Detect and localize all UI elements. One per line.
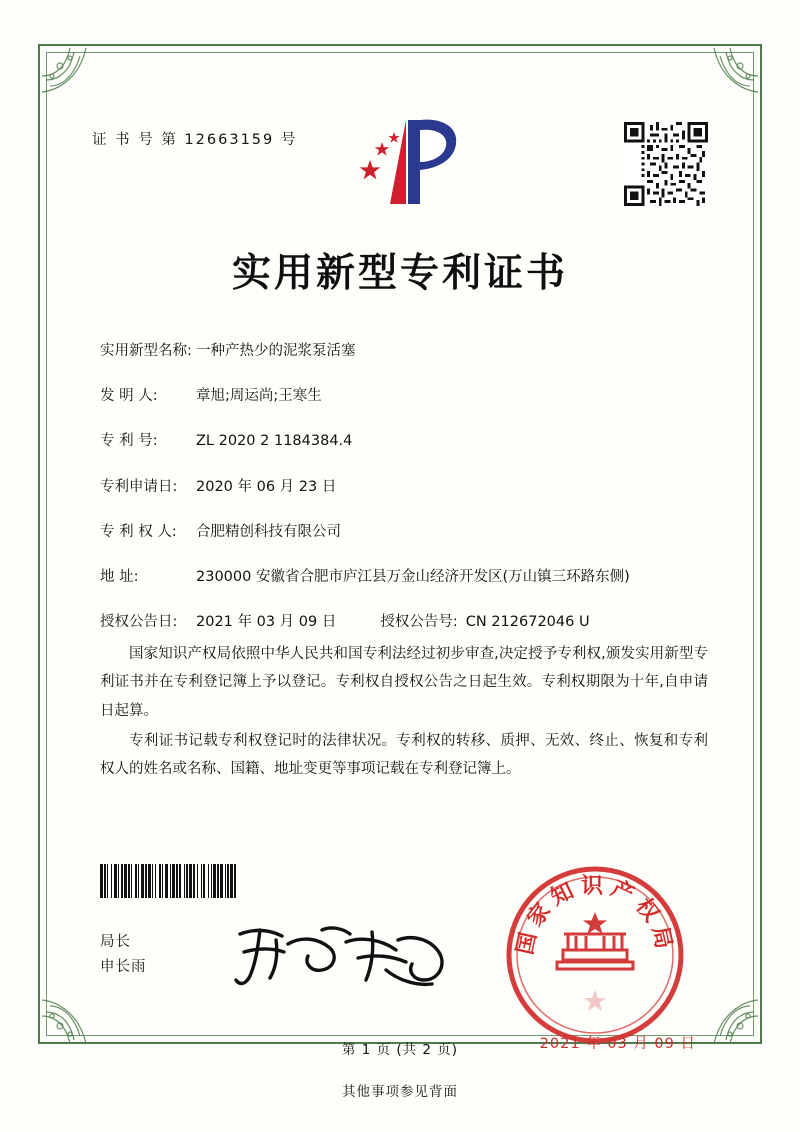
field-label: 专 利 权 人: (100, 523, 177, 540)
field-inventors (100, 385, 700, 408)
field-label: 专 利 号: (100, 433, 158, 450)
barcode-bar (236, 864, 239, 898)
cnipa-logo-icon (346, 112, 466, 212)
field-value: 一种产热少的泥浆泵活塞 (196, 343, 356, 359)
signature-name-label: 申长雨 (100, 958, 147, 975)
field-patent-number (100, 430, 700, 453)
field-label: 授权公告日: (100, 614, 178, 631)
footer-note: 其他事项参见背面 (342, 1084, 458, 1100)
field-value: 2021 年 03 月 09 日 (196, 614, 337, 631)
svg-text:国家知识产权局: 国家知识产权局 (512, 874, 678, 957)
field-value: ZL 2020 2 1184384.4 (196, 433, 353, 450)
field-label: 地 址: (100, 568, 139, 585)
seal-date: 2021 年 03 月 09 日 (539, 1036, 696, 1052)
field-invention-name (100, 340, 700, 363)
field-label: 发 明 人: (100, 388, 158, 405)
legal-text (100, 640, 708, 785)
qr-code-icon (624, 122, 708, 206)
field-address (100, 566, 700, 589)
certificate-number: 证 书 号 第 12663159 号 (92, 132, 298, 148)
field-value: 230000 安徽省合肥市庐江县万金山经济开发区(万山镇三环路东侧) (196, 568, 630, 585)
page-title: 实用新型专利证书 (231, 251, 568, 296)
legal-paragraph: 国家知识产权局依照中华人民共和国专利法经过初步审查,决定授予专利权,颁发实用新型专利证书并在专利登记簿上予以登记。专利权自授权公告之日起生效。专利权期限为十年,自申请日起算。 (100, 646, 708, 719)
field-label: 授权公告号: (380, 614, 458, 631)
handwritten-signature-icon (226, 914, 456, 994)
field-label: 实用新型名称: (100, 343, 192, 359)
field-application-date (100, 476, 700, 499)
field-value: CN 212672046 U (465, 614, 590, 631)
barcode (100, 864, 340, 898)
field-value: 章旭;周运尚;王寒生 (196, 388, 322, 405)
field-label: 专利申请日: (100, 478, 178, 495)
signature-block (100, 930, 147, 979)
official-seal (502, 862, 688, 1048)
field-patentee (100, 521, 700, 544)
field-value: 合肥精创科技有限公司 (196, 523, 341, 540)
page-indicator: 第 1 页 (共 2 页) (341, 1042, 459, 1058)
field-value: 2020 年 06 月 23 日 (196, 478, 337, 495)
field-grant-info (100, 611, 700, 634)
field-list (100, 340, 700, 656)
signature-role-label: 局长 (100, 934, 131, 950)
legal-paragraph: 专利证书记载专利权登记时的法律状况。专利权的转移、质押、无效、终止、恢复和专利权人的姓名或名称、国籍、地址变更等事项记载在专利登记簿上。 (100, 732, 708, 778)
